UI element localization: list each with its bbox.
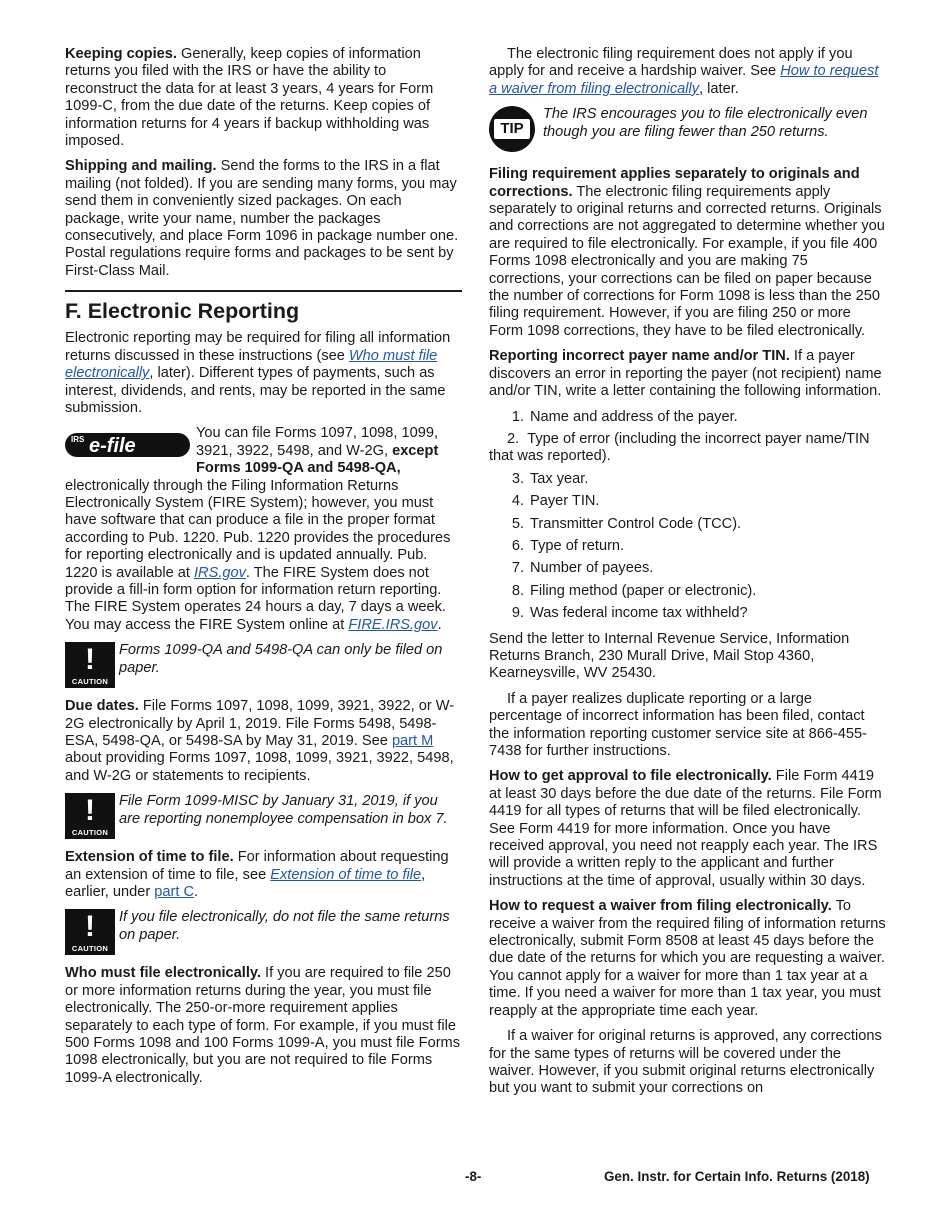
section-title: F. Electronic Reporting <box>65 299 300 324</box>
incorrect-payer-paragraph: Reporting incorrect payer name and/or TIN. If a payer discovers an error in reporting the payer (not recipient) name and/or TIN, write a letter containing the following information. <box>489 348 882 400</box>
list-item: 2. Type of error (including the incorrect payer name/TIN that was reported). <box>489 430 870 465</box>
incorrect-payer-heading: Reporting incorrect payer name and/or TIN. <box>489 348 790 365</box>
waiver-paragraph: How to request a waiver from filing electronically. To receive a waiver from the required filing of information returns electronically, submit Form 8508 at least 45 days before the due date of the returns for which you are requesting a waiver. You cannot apply for a waiver for more than 1 tax year at a time. If you need a waiver for more than 1 tax year, you must reapply at the appropriate time each year. <box>489 898 886 1019</box>
waiver-heading: How to request a waiver from filing electronically. <box>489 898 832 915</box>
due-dates-paragraph: Due dates. File Forms 1097, 1098, 1099, 3921, 3922, or W-2G electronically by April 1, 2019. File Forms 5498, 5498-ESA, 5498-QA, or 5498-SA by May 31, 2019. See part M about providing Forms 1097, 1098, 1099, 3921, 3922, 5498, and W-2G or statements to recipients. <box>65 698 455 784</box>
caution-text: File Form 1099-MISC by January 31, 2019, if you are reporting nonemployee compensation in box 7. <box>119 793 448 827</box>
duplicate-reporting-paragraph: If a payer realizes duplicate reporting or a large percentage of incorrect information has been filed, contact the information reporting customer service site at 866-455-7438 for further instructions. <box>489 690 867 759</box>
right-column <box>489 46 886 1106</box>
approval-paragraph: How to get approval to file electronically. File Form 4419 at least 30 days before the due date of the returns. File Form 4419 for all types of returns that will be filed electronically. See Form 4419 for more information. Once you have received approval, you need not reapply each year. The IRS will provide a written reply to the applicant and further instructions at the time of approval, usually within 30 days. <box>489 768 882 889</box>
footer-title: Gen. Instr. for Certain Info. Returns (2018) <box>604 1169 870 1184</box>
list-item: 3. Tax year. <box>511 470 589 487</box>
shipping-paragraph: Shipping and mailing. Send the forms to the IRS in a flat mailing (not folded). If you are sending many forms, you may send them in conveniently sized packages. On each package, write your name, number the packages consecutively, and place Form 1096 in package number one. Postal regulations require forms and packages to be sent by First-Class Mail. <box>65 158 459 279</box>
caution-text: If you file electronically, do not file the same returns on paper. <box>119 909 450 943</box>
tip-text: The IRS encourages you to file electronically even though you are filing fewer than 250 returns. <box>543 106 868 140</box>
irs-gov-link[interactable]: IRS.gov <box>194 564 246 581</box>
list-item: 5. Transmitter Control Code (TCC). <box>511 515 742 532</box>
keeping-copies-heading: Keeping copies. <box>65 46 177 62</box>
caution-icon: ! CAUTION <box>65 642 115 688</box>
irs-efile-logo <box>65 427 190 461</box>
letter-contents-list <box>489 409 886 623</box>
part-c-link[interactable]: part C <box>154 884 194 901</box>
shipping-heading: Shipping and mailing. <box>65 158 217 175</box>
caution-note-paper <box>65 909 462 955</box>
approval-heading: How to get approval to file electronically. <box>489 768 772 785</box>
irs-logo-text: IRS <box>71 435 85 445</box>
keeping-copies-paragraph: Keeping copies. Generally, keep copies of information returns you filed with the IRS or have the ability to reconstruct the data for at least 3 years, 4 years for Form 1099-C, from the due date of the returns. Keep copies of information returns for 4 years if backup withholding was imposed. <box>65 46 434 150</box>
efile-logo-text: e-file <box>89 435 136 458</box>
electronic-intro-paragraph: Electronic reporting may be required for filing all information returns discussed in these instructions (see Who must file electronically, later). Different types of payments, such as interest, dividends, and rents, may be reported in the same submission. <box>65 330 451 416</box>
fire-irs-gov-link[interactable]: FIRE.IRS.gov <box>348 616 438 633</box>
waiver-approved-paragraph: If a waiver for original returns is approved, any corrections for the same types of returns will be covered under the waiver. However, if you submit original returns electronically but you want to submit your corrections on <box>489 1028 882 1097</box>
caution-text: Forms 1099-QA and 5498-QA can only be filed on paper. <box>119 642 443 676</box>
tip-note <box>489 106 886 152</box>
part-m-link[interactable]: part M <box>391 733 434 749</box>
due-dates-heading: Due dates. <box>65 698 139 715</box>
who-must-file-link[interactable]: Who must file electronically <box>65 347 438 382</box>
extension-heading: Extension of time to file. <box>65 849 234 866</box>
list-item: 7. Number of payees. <box>511 560 654 577</box>
hardship-paragraph: The electronic filing requirement does not apply if you apply for and receive a hardship waiver. See How to request a waiver from filing electronically, later. <box>489 46 879 97</box>
caution-note-qa <box>65 642 462 688</box>
left-column <box>65 46 462 1095</box>
originals-paragraph: Filing requirement applies separately to originals and corrections. The electronic filing requirements apply separately to original returns and corrected returns. Originals and corrections are not aggregated to determine whether you are required to file electronically. For example, if you file 400 Forms 1098 electronically and you are making 75 corrections, your corrections can be filed on paper because the number of corrections for Form 1098 is less than the 250 filing requirement. However, if you are filing 250 or more Form 1098 corrections, they have to be filed electronically. <box>489 166 885 339</box>
caution-icon: ! CAUTION <box>65 793 115 839</box>
tip-icon: TIP <box>489 106 535 152</box>
list-item: 4. Payer TIN. <box>511 493 600 510</box>
section-divider <box>65 290 462 292</box>
caution-icon: ! CAUTION <box>65 909 115 955</box>
request-waiver-link[interactable]: How to request a waiver from filing electronically <box>489 63 879 97</box>
list-item: 8. Filing method (paper or electronic). <box>511 582 757 599</box>
page-number: -8- <box>465 1169 482 1184</box>
extension-paragraph: Extension of time to file. For information about requesting an extension of time to file, see Extension of time to file, earlier, under part C. <box>65 849 449 901</box>
originals-heading: Filing requirement applies separately to originals and corrections. <box>489 166 860 200</box>
list-item: 1. Name and address of the payer. <box>511 408 738 425</box>
who-must-file-heading: Who must file electronically. <box>65 965 261 982</box>
efile-paragraph: IRS e-file You can file Forms 1097, 1098, 1099, 3921, 3922, 5498, and W-2G, except Forms 1099-QA and 5498-QA, electronically through the Filing Information Returns Electronically System (FIRE System); however, you must have software that can produce a file in the proper format according to Pub. 1220. Pub. 1220 provides the procedures for reporting electronically and is updated annually. Pub. 1220 is available at IRS.gov. The FIRE System does not provide a fill-in form option for information return reporting. The FIRE System operates 24 hours a day, 7 days a week. You may access the FIRE System online at FIRE.IRS.gov. <box>65 425 451 633</box>
list-item: 6. Type of return. <box>511 537 625 554</box>
who-must-file-paragraph: Who must file electronically. If you are required to file 250 or more information returns during the year, you must file electronically. The 250-or-more requirement applies separately to each type of form. For example, if you must file 500 Forms 1098 and 100 Forms 1099-A, you must file Forms 1098 electronically, but you are not required to file Forms 1099-A electronically. <box>65 965 461 1086</box>
send-letter-paragraph: Send the letter to Internal Revenue Service, Information Returns Branch, 230 Murall Drive, Mail Stop 4360, Kearneysville, WV 25430. <box>489 630 850 682</box>
caution-note-1099misc <box>65 793 462 839</box>
list-item: 9. Was federal income tax withheld? <box>511 605 748 622</box>
extension-of-time-link[interactable]: Extension of time to file <box>270 866 422 883</box>
